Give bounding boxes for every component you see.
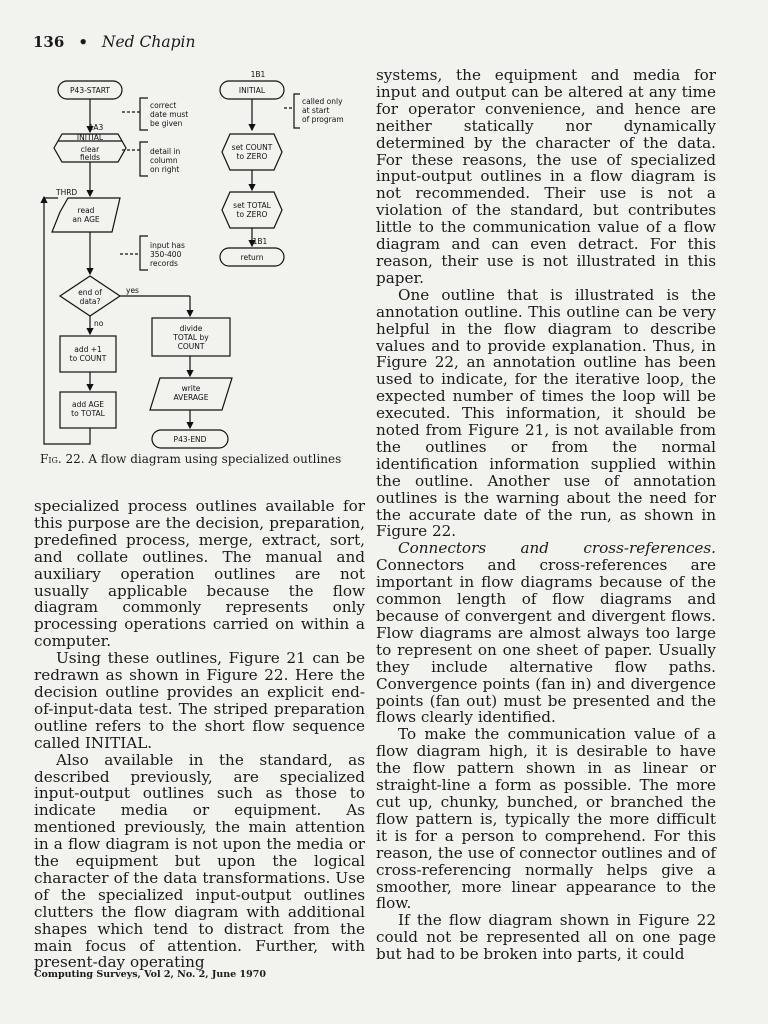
section-lead: Connectors and cross-references. (398, 539, 716, 558)
annot-detail-3: on right (150, 165, 180, 174)
node-start: P43-START (70, 86, 110, 95)
author-name: Ned Chapin (101, 33, 196, 51)
section-text: Connectors and cross-references are important in flow diagrams because of the common length of flow diagrams and because of convergent and divergent flows. Flow diagrams are almost always too large to represent on one sheet of paper. Usually they include alternative flow paths. Convergence points (fan in) and divergence points (fan out) must be presented and the flows clearly identified. (376, 556, 716, 727)
header-bullet: • (78, 33, 88, 51)
right-column (376, 67, 716, 963)
node-setcount-1: set COUNT (231, 143, 273, 152)
right-paragraph-3 (376, 540, 716, 726)
left-paragraph-3: Also available in the standard, as described previously, are specialized input-output outlines such as those to indicate media or equipment. As mentioned previously, the main attention in a flow diagram is not upon the media or the equipment but upon the logical character of the data transformations. Use of the specialized input-output outlines clutters the flow diagram with additional shapes which tend to distract from the main focus of attention. Further, with present-day operating (34, 750, 365, 972)
node-end: P43-END (173, 435, 207, 444)
node-decision-2: data? (79, 297, 101, 306)
node-settotal-2: to ZERO (236, 210, 268, 219)
right-paragraph-2: One outline that is illustrated is the annotation outline. This outline can be very helpful in the flow diagram to describe values and to provide explanation. Thus, in Figure 22, an annotation outline has been used to indicate, for the iterative loop, the expected number of times the loop will be executed. This information, it should be noted from Figure 21, is not available from the outlines or from the normal identification information supplied within the outline. Another use of annotation outlines is the warning about the need for the accurate date of the run, as shown in Figure 22. (376, 285, 716, 541)
node-divide-3: COUNT (177, 342, 205, 351)
node-divide-1: divide (179, 324, 203, 333)
node-addage-1: add AGE (71, 400, 105, 409)
node-sub-ref: 1B1 (250, 70, 266, 79)
annot-called-2: at start (302, 106, 330, 115)
running-header (33, 33, 195, 51)
node-read-2: an AGE (72, 215, 100, 224)
annot-input-2: 350-400 (150, 250, 182, 259)
annot-detail-1: detail in (150, 147, 181, 156)
left-paragraph-1: specialized process outlines available for this purpose are the decision, preparation, predefined process, merge, extract, sort, and collate outlines. The manual and auxiliary operation outlines are not usually applicable because the flow diagram commonly represents only processing operations carried on within a computer. (34, 497, 365, 651)
node-sub-initial: INITIAL (238, 86, 266, 95)
node-thrd: THRD (56, 188, 78, 197)
annot-called-1: called only (302, 97, 343, 106)
node-return-ref: 1B1 (252, 237, 268, 246)
node-initial: INITIAL (76, 133, 104, 142)
annot-detail-2: column (150, 156, 178, 165)
right-paragraph-4: To make the communication value of a flow diagram high, it is desirable to have the flow pattern shown in as linear or straight-line a form as possible. The more cut up, chunky, bunched, or branched the flow pattern is, typically the more difficult it is for a person to comprehend. For this reason, the use of connector outlines and of cross-referencing normally helps give a smoother, more linear appearance to the flow. (376, 725, 716, 913)
flow-diagram (36, 64, 366, 464)
node-add1-1: add +1 (74, 345, 102, 354)
annot-input-1: input has (150, 241, 185, 250)
node-write-1: write (181, 384, 201, 393)
annot-date-2: date must (150, 110, 189, 119)
journal-footer: Computing Surveys, Vol 2, No. 2, June 1970 (34, 969, 266, 980)
node-initial-ref: 1A3 (88, 123, 104, 132)
node-write-2: AVERAGE (173, 393, 209, 402)
annot-input-3: records (150, 259, 178, 268)
annot-called-3: of program (302, 115, 344, 124)
figure-caption-text: A flow diagram using specialized outlines (88, 452, 342, 466)
node-yes: yes (126, 286, 139, 295)
node-add1-2: to COUNT (69, 354, 107, 363)
left-column (34, 498, 365, 971)
right-paragraph-5: If the flow diagram shown in Figure 22 could not be represented all on one page but had to be broken into parts, it could (376, 911, 716, 964)
right-paragraph-1: systems, the equipment and media for input and output can be altered at any time for operator convenience, and hence are neither statically nor dynamically determined by the character of the data. For these reasons, the use of specialized input-output outlines in a flow diagram is not recommended. Their use is not a violation of the standard, but contributes little to the communication value of a flow diagram and can even detract. For this reason, their use is not illustrated in this paper. (376, 66, 716, 287)
page-number: 136 (33, 33, 65, 51)
node-read-1: read (77, 206, 95, 215)
node-clear-1: clear (80, 145, 100, 154)
figure-label: Fig. 22. (40, 452, 85, 466)
annot-date-1: correct (150, 101, 177, 110)
annot-date-3: be given (150, 119, 183, 128)
node-settotal-1: set TOTAL (233, 201, 271, 210)
node-no: no (94, 319, 104, 328)
node-clear-2: fields (79, 153, 101, 162)
left-paragraph-2: Using these outlines, Figure 21 can be redrawn as shown in Figure 22. Here the decision outline provides an explicit end-of-input-data test. The striped preparation outline refers to the short flow sequence called INITIAL. (34, 649, 365, 752)
node-divide-2: TOTAL by (173, 333, 209, 342)
node-setcount-2: to ZERO (236, 152, 268, 161)
flow-diagram-figure (36, 64, 366, 464)
node-addage-2: to TOTAL (71, 409, 105, 418)
node-return: return (240, 253, 264, 262)
figure-caption (40, 452, 341, 466)
node-decision-1: end of (78, 288, 102, 297)
